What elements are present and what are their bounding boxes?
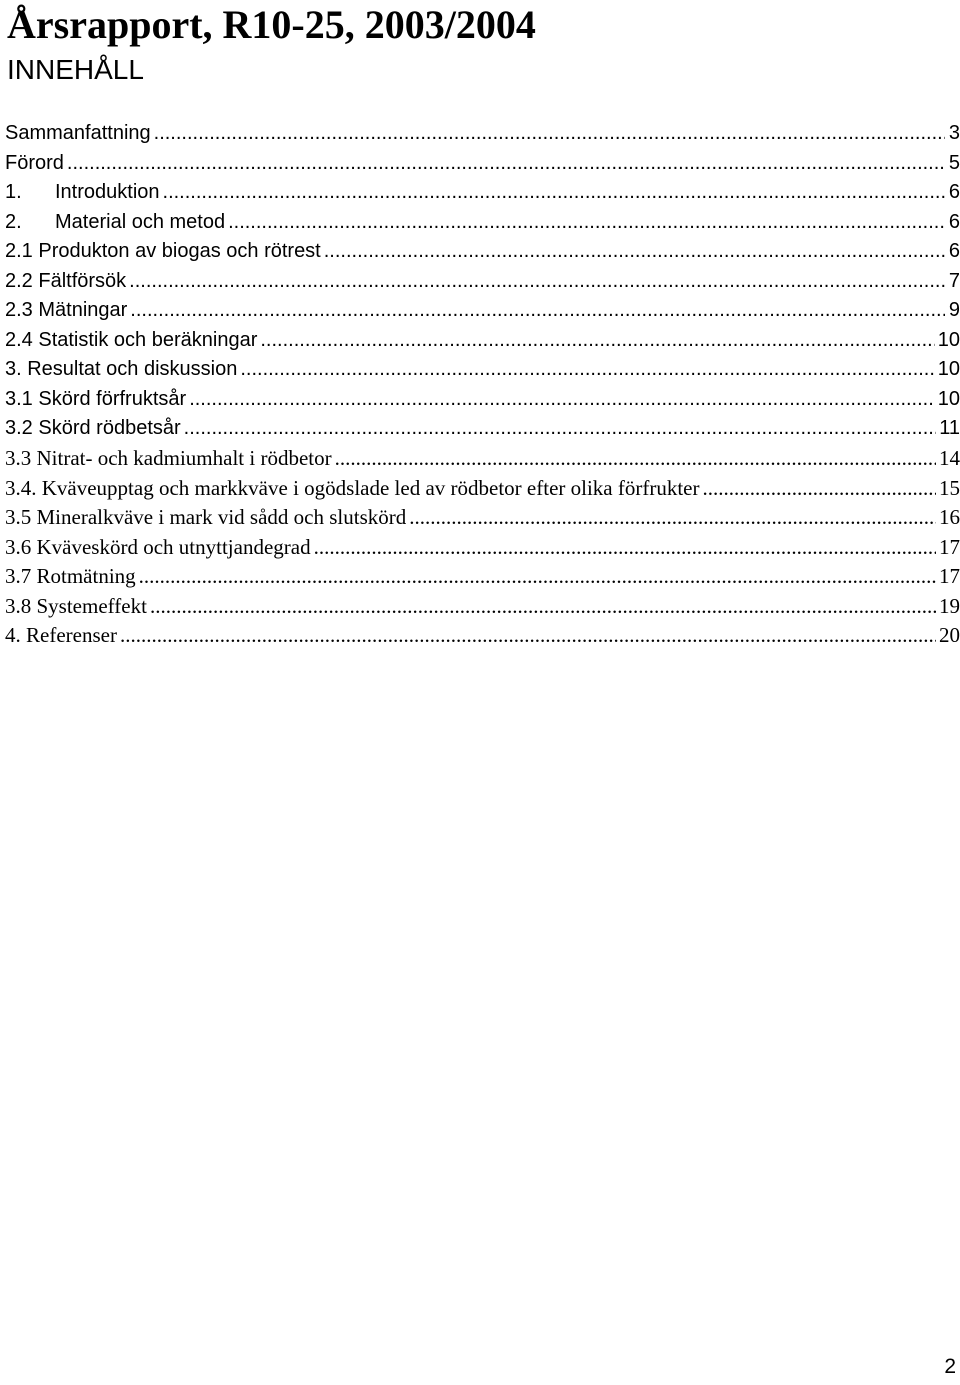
toc-dot-leader [409,503,936,533]
toc-entry-text: 3.1 Skörd förfruktsår [5,387,187,410]
toc-entry-label [5,178,160,208]
toc-entry-text: 2.4 Statistik och beräkningar [5,328,258,351]
toc-dot-leader [189,385,935,415]
toc-entry-page: 6 [948,181,960,204]
toc-dot-leader [260,326,934,356]
toc-dot-leader [129,267,945,297]
toc-entry-number: 1. [5,181,22,204]
toc-entry-label [5,267,126,297]
toc-entry[interactable] [5,326,960,356]
toc-entry[interactable] [5,149,960,179]
toc-entry-text: 4. Referenser [5,623,117,648]
toc-entry-text: 3.4. Kväveupptag och markkväve i ogödslade led av rödbetor efter olika förfrukter [5,475,700,500]
toc-entry-text: 2.1 Produkton av biogas och rötrest [5,240,321,263]
toc-entry-text: 3.6 Kväveskörd och utnyttjandegrad [5,534,311,559]
toc-entry-label [5,385,186,415]
toc-entry-label [5,474,700,504]
toc-entry-label [5,149,64,179]
toc-entry-page: 14 [939,446,960,471]
toc-entry[interactable] [5,267,960,297]
toc-entry-text: 3.7 Rotmätning [5,564,136,589]
document-title: Årsrapport, R10-25, 2003/2004 [7,2,536,47]
toc-entry[interactable] [5,385,960,415]
toc-entry[interactable] [5,533,960,563]
toc-entry[interactable] [5,208,960,238]
toc-entry-label [5,592,147,622]
toc-entry-text: Förord [5,151,64,174]
toc-entry-page: 10 [937,387,960,410]
toc-entry-page: 10 [937,328,960,351]
toc-dot-leader [324,237,945,267]
toc-entry-label [5,444,332,474]
toc-entry-text: 3.2 Skörd rödbetsår [5,417,181,440]
toc-entry[interactable] [5,355,960,385]
toc-dot-leader [150,592,936,622]
toc-dot-leader [67,149,945,179]
toc-entry-page: 3 [948,122,960,144]
toc-dot-leader [120,621,936,651]
toc-dot-leader [335,444,936,474]
table-of-contents [5,119,960,651]
toc-entry[interactable] [5,237,960,267]
toc-dot-leader [154,119,945,149]
toc-entry[interactable] [5,621,960,651]
toc-entry[interactable] [5,503,960,533]
toc-entry-text: 3.5 Mineralkväve i mark vid sådd och slutskörd [5,505,407,530]
page-number: 2 [944,1355,956,1378]
toc-entry-page: 6 [948,210,960,233]
toc-entry-text: Introduktion [55,181,160,204]
toc-entry-label [5,208,225,238]
toc-entry-page: 9 [948,299,960,322]
toc-entry-page: 6 [948,240,960,263]
toc-entry-number: 2. [5,210,22,233]
toc-entry-page: 20 [939,623,960,648]
toc-entry-page: 10 [937,358,960,381]
toc-entry-label [5,621,117,651]
toc-entry-text: 3.3 Nitrat- och kadmiumhalt i rödbetor [5,446,332,471]
toc-dot-leader [228,208,945,238]
toc-dot-leader [130,296,945,326]
toc-entry[interactable] [5,592,960,622]
toc-dot-leader [703,474,937,504]
toc-entry-label [5,119,151,149]
toc-dot-leader [184,414,937,444]
toc-entry[interactable] [5,474,960,504]
toc-dot-leader [240,355,934,385]
toc-entry-page: 17 [939,534,960,559]
toc-entry-text: 3. Resultat och diskussion [5,358,238,381]
toc-entry-page: 17 [939,564,960,589]
toc-dot-leader [314,533,936,563]
toc-entry-page: 15 [939,475,960,500]
toc-dot-leader [139,562,936,592]
toc-entry[interactable] [5,119,960,149]
toc-entry-label [5,326,257,356]
toc-entry[interactable] [5,444,960,474]
toc-entry-label [5,414,181,444]
toc-heading: INNEHÅLL [7,54,144,85]
toc-entry-page: 16 [939,505,960,530]
toc-entry[interactable] [5,178,960,208]
toc-entry-text: Material och metod [55,210,226,233]
toc-entry-text: Sammanfattning [5,122,151,144]
toc-entry-text: 3.8 Systemeffekt [5,593,147,618]
toc-entry[interactable] [5,562,960,592]
toc-entry-page: 11 [939,417,960,440]
toc-entry-label [5,503,406,533]
toc-entry-text: 2.3 Mätningar [5,299,128,322]
toc-entry-label [5,237,321,267]
toc-entry-page: 5 [948,151,960,174]
toc-entry[interactable] [5,296,960,326]
toc-entry-text: 2.2 Fältförsök [5,269,127,292]
toc-entry-page: 19 [939,593,960,618]
toc-entry-label [5,296,127,326]
toc-entry-label [5,533,311,563]
toc-entry-label [5,355,237,385]
toc-entry-page: 7 [948,269,960,292]
toc-entry[interactable] [5,414,960,444]
toc-entry-label [5,562,136,592]
toc-dot-leader [163,178,945,208]
